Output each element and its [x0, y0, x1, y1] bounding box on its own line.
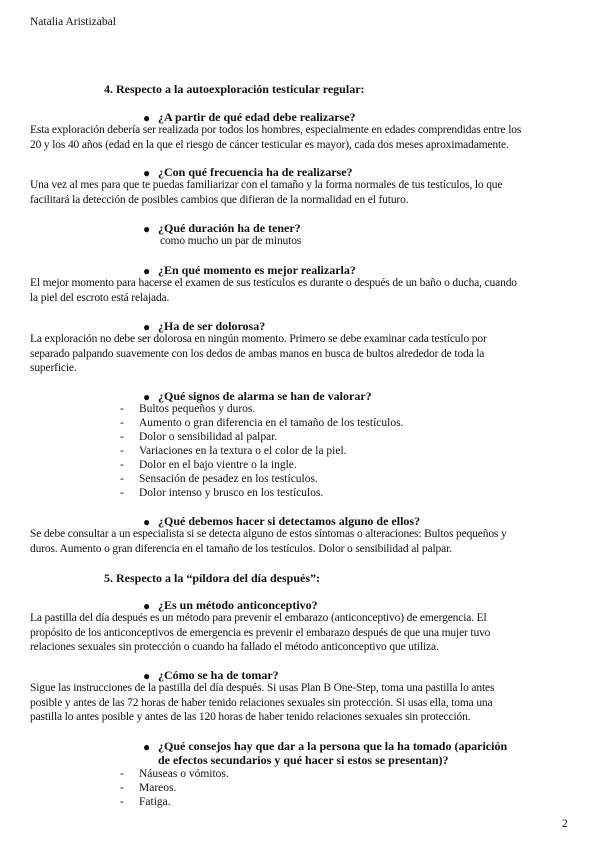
bullet-icon: ● — [143, 740, 151, 754]
question-advice-line-2: de efectos secundarios y qué hacer si estos se presentan)? — [158, 753, 449, 767]
list-dash: - — [120, 768, 124, 780]
list-item: Bultos pequeños y duros. — [139, 403, 256, 415]
answer-painful-line-2: separado palpando suavemente con los dedos de ambas manos en busca de bultos alrededor de toda la — [30, 348, 485, 360]
question-advice-line-1: ¿Qué consejos hay que dar a la persona que la ha tomado (aparición — [158, 739, 508, 753]
answer-frequency-line-1: Una vez al mes para que te puedas familiarizar con el tamaño y la forma normales de tus testículos, lo que — [30, 179, 503, 191]
answer-moment-line-2: la piel del escroto está relajada. — [30, 292, 170, 304]
list-dash: - — [120, 431, 124, 443]
answer-moment-line-1: El mejor momento para hacerse el examen de sus testículos es durante o después de un baño o ducha, cuando — [30, 277, 517, 289]
answer-contraceptive-line-3: relaciones sexuales sin protección o cuando ha fallado el método anticonceptivo que utiliza. — [30, 641, 439, 653]
list-dash: - — [120, 417, 124, 429]
question-what-to-do: ¿Qué debemos hacer si detectamos alguno de ellos? — [158, 514, 421, 528]
bullet-icon: ● — [143, 320, 151, 334]
question-how-to-take: ¿Cómo se ha de tomar? — [158, 668, 279, 682]
answer-duration: como mucho un par de minutos — [160, 235, 302, 247]
bullet-icon: ● — [143, 599, 151, 613]
question-age: ¿A partir de qué edad debe realizarse? — [158, 110, 356, 124]
list-dash: - — [120, 782, 124, 794]
question-moment: ¿En qué momento es mejor realizarla? — [158, 263, 356, 277]
answer-how-to-take-line-2: posible y antes de las 72 horas de haber tenido relaciones sexuales sin protección. Si usas ella, toma una — [30, 697, 493, 709]
list-item: Mareos. — [139, 782, 177, 794]
answer-age-line-1: Esta exploración debería ser realizada por todos los hombres, especialmente en edades comprendidas entre los — [30, 124, 522, 136]
bullet-icon: ● — [143, 669, 151, 683]
header-author: Natalia Aristizabal — [30, 16, 116, 28]
question-frequency: ¿Con qué frecuencia ha de realizarse? — [158, 165, 353, 179]
list-item: Náuseas o vómitos. — [139, 768, 229, 780]
question-alarm-signs: ¿Qué signos de alarma se han de valorar? — [158, 389, 372, 403]
list-item: Dolor en el bajo vientre o la ingle. — [139, 459, 297, 471]
question-duration: ¿Qué duración ha de tener? — [158, 221, 301, 235]
section-4-title: 4. Respecto a la autoexploración testicular regular: — [104, 82, 365, 96]
answer-what-to-do-line-2: duros. Aumento o gran diferencia en el tamaño de los testículos. Dolor o sensibilidad al palpar. — [30, 543, 452, 555]
bullet-icon: ● — [143, 111, 151, 125]
list-dash: - — [120, 403, 124, 415]
list-dash: - — [120, 459, 124, 471]
list-item: Dolor o sensibilidad al palpar. — [139, 431, 278, 443]
page-number: 2 — [562, 818, 568, 830]
list-item: Variaciones en la textura o el color de la piel. — [139, 445, 347, 457]
answer-age-line-2: 20 y los 40 años (edad en la que el riesgo de cáncer testicular es mayor), cada dos meses aproximadamente. — [30, 139, 509, 151]
list-item: Aumento o gran diferencia en el tamaño de los testículos. — [139, 417, 404, 429]
list-item: Dolor intenso y brusco en los testículos. — [139, 487, 324, 499]
list-dash: - — [120, 445, 124, 457]
bullet-icon: ● — [143, 222, 151, 236]
bullet-icon: ● — [143, 166, 151, 180]
list-item: Fatiga. — [139, 796, 171, 808]
list-dash: - — [120, 487, 124, 499]
bullet-icon: ● — [143, 515, 151, 529]
bullet-icon: ● — [143, 390, 151, 404]
list-dash: - — [120, 796, 124, 808]
answer-frequency-line-2: facilitará la detección de posibles cambios que difieran de la normalidad en el futuro. — [30, 194, 409, 206]
answer-how-to-take-line-1: Sigue las instrucciones de la pastilla del día después. Si usas Plan B One-Step, toma una pastilla lo antes — [30, 682, 495, 694]
question-painful: ¿Ha de ser dolorosa? — [158, 319, 266, 333]
section-5-title: 5. Respecto a la “píldora del día después”: — [104, 571, 321, 585]
answer-contraceptive-line-1: La pastilla del día después es un método para prevenir el embarazo (anticonceptivo) de emergencia. El — [30, 612, 487, 624]
answer-painful-line-1: La exploración no debe ser dolorosa en ningún momento. Primero se debe examinar cada testículo por — [30, 333, 487, 345]
answer-painful-line-3: superficie. — [30, 362, 77, 374]
answer-contraceptive-line-2: propósito de los anticonceptivos de emergencia es prevenir el embarazo después de que una mujer tuvo — [30, 627, 491, 639]
bullet-icon: ● — [143, 264, 151, 278]
question-contraceptive: ¿Es un método anticonceptivo? — [158, 598, 318, 612]
answer-what-to-do-line-1: Se debe consultar a un especialista si se detecta alguno de estos síntomas o alteraciones: Bultos pequeños y — [30, 528, 507, 540]
list-dash: - — [120, 473, 124, 485]
list-item: Sensación de pesadez en los testículos. — [139, 473, 318, 485]
answer-how-to-take-line-3: pastilla lo antes posible y antes de las 120 horas de haber tenido relaciones sexuales sin protección. — [30, 711, 471, 723]
